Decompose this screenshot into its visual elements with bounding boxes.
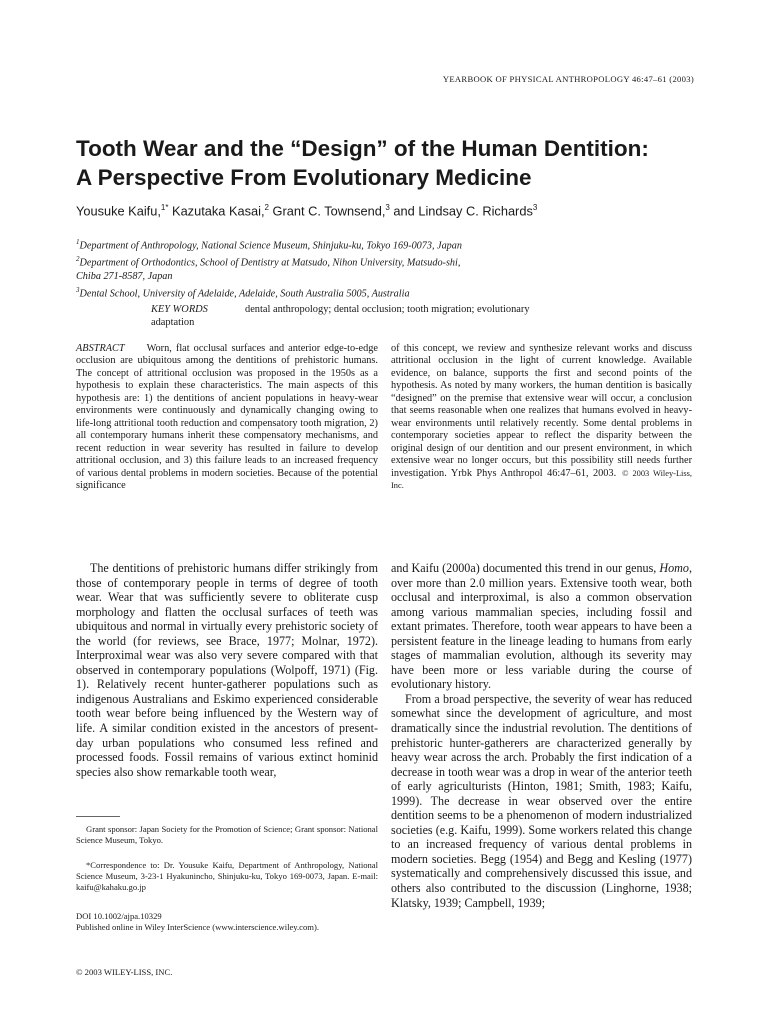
footnote-rule	[76, 816, 120, 817]
abstract-left-column	[76, 343, 378, 492]
abstract-text: Worn, flat occlusal surfaces and anterior edge-to-edge occlusion are ubiquitous among the dentitions of prehistoric humans. The concept of attritional occlusion was proposed in the 1950s as a hypothesis to explain these characteristics. The main aspects of this hypothesis are: 1) the dentitions of ancient populations in heavy-wear environments were continuously and dynamically changing owing to life-long attritional tooth reduction and compensatory tooth migration, 2) all contemporary humans inherit these compensatory mechanisms, and recent reduction in wear severity has resulted in failure to develop attritional occlusion, and 3) this failure leads to an increased frequency of various dental problems in modern societies. Because of the potential significance	[76, 343, 378, 491]
body-paragraph: From a broad perspective, the severity of wear has reduced somewhat since the development of agriculture, and most dramatically since the industrial revolution. The dentitions of prehistoric hunter-gatherers are characterized generally by heavy wear across the arch. Probably the first indication of a decrease in tooth wear was a drop in wear of the anterior teeth of early agriculturists (Hinton, 1981; Smith, 1983; Kaifu, 1999). The decrease in wear observed over the entire dentition seems to be a phenomenon of modern industrialized societies (e.g. Kaifu, 1999). Some workers related this change to an increased frequency of various dental problems in modern societies. Begg (1954) and Begg and Kesling (1977) systematically and comprehensively discussed this issue, and others also contributed to the discussion (Linghorne, 1938; Klatsky, 1939; Campbell, 1939;	[391, 691, 692, 910]
author-name: Grant C. Townsend,	[272, 203, 386, 219]
footnote-correspondence: *Correspondence to: Dr. Yousuke Kaifu, Department of Anthropology, National Science Museum, 3-23-1 Hyakunincho, Shinjuku-ku, Tokyo 169-0073, Japan. E-mail: kaifu@kahaku.go.jp	[76, 860, 378, 893]
affiliations	[76, 236, 636, 301]
affiliation: $^2$Department of Orthodontics, School of Dentistry at Matsudo, Nihon University, Matsudo-shi,	[76, 255, 461, 269]
affiliation: $^3$Dental School, University of Adelaide, Adelaide, South Australia 5005, Australia	[76, 285, 410, 299]
author-name: Yousuke Kaifu,	[76, 203, 161, 219]
body-paragraph: The dentitions of prehistoric humans differ strikingly from those of contemporary people in terms of degree of tooth wear. Wear that was sufficiently severe to obliterate cusp morphology and flatten the occlusal surfaces of teeth was ubiquitous and normal in virtually every prehistoric society of the world (for reviews, see Brace, 1977; Molnar, 1972). Interproximal wear was also very severe compared with that observed in contemporary populations (Wolpoff, 1971) (Fig. 1). Relatively recent hunter-gatherer populations such as indigenous Australians and Eskimo experienced considerable tooth wear before being influenced by the Western way of life. A similar condition existed in the ancestors of present-day urban populations who consumed less refined and processed foods. Fossil remains of various extinct hominid species also show remarkable tooth wear,	[76, 561, 378, 779]
author-name: Kazutaka Kasai,	[172, 203, 265, 219]
title-line-1: Tooth Wear and the “Design” of the Human Dentition:	[76, 136, 649, 161]
author-name: and Lindsay C. Richards	[393, 203, 533, 219]
keywords	[151, 304, 621, 330]
footnote-publication	[76, 911, 378, 933]
keywords-line-2: adaptation	[151, 316, 195, 328]
author-affil-mark: 3	[385, 203, 390, 212]
keywords-line-1: dental anthropology; dental occlusion; tooth migration; evolutionary	[245, 304, 530, 315]
body-left-column	[76, 561, 378, 779]
doi: DOI 10.1002/ajpa.10329	[76, 911, 162, 921]
author-affil-mark: 3	[532, 203, 538, 212]
affiliation: $^1$Department of Anthropology, National Science Museum, Shinjuku-ku, Tokyo 169-0073, Japan	[76, 238, 462, 252]
paper-title	[76, 134, 716, 192]
keywords-label: KEY WORDS	[151, 304, 208, 315]
author-list	[76, 203, 537, 218]
abstract-right-column	[391, 343, 692, 492]
abstract-label: ABSTRACT	[76, 343, 125, 354]
abstract-text: of this concept, we review and synthesize relevant works and discuss attritional occlusion in the light of current knowledge. Available evidence, on balance, supports the first and second points of the hypothesis. As noted by many workers, the human dentition is basically “designed” on the premise that extensive wear will occur, a conclusion that seems reasonable when one realizes that humans evolved in heavy-wear environments until relatively recently. Some dental problems in contemporary societies appear to reflect the disparity between the original design of our dentition and our present environment, in which extensive wear no longer occurs, but this possibility still needs further investigation. Yrbk Phys Anthropol 46:47–61, 2003.	[391, 343, 692, 479]
author-affil-mark: 1*	[160, 203, 169, 212]
footnote-grant: Grant sponsor: Japan Society for the Promotion of Science; Grant sponsor: National Science Museum, Tokyo.	[76, 824, 378, 846]
genus-name: Homo	[659, 561, 689, 575]
abstract-copyright: © 2003 Wiley-Liss, Inc.	[391, 468, 692, 490]
body-right-column	[391, 561, 692, 910]
author-affil-mark: 2	[264, 203, 269, 212]
published-online: Published online in Wiley InterScience (www.interscience.wiley.com).	[76, 922, 319, 933]
title-line-2: A Perspective From Evolutionary Medicine	[76, 165, 532, 190]
copyright: © 2003 WILEY-LISS, INC.	[76, 967, 173, 977]
journal-header: YEARBOOK OF PHYSICAL ANTHROPOLOGY 46:47–61 (2003)	[442, 74, 694, 84]
affiliation: Chiba 271-8587, Japan	[76, 270, 173, 282]
body-paragraph: and Kaifu (2000a) documented this trend in our genus, Homo, over more than 2.0 million years. Extensive tooth wear, both occlusal and interproximal, is also a common observation among various mammalian species, including fossil and extant primates. Therefore, tooth wear appears to have been a persistent feature in the lineage leading to humans from early stages of mammalian evolution, although its severity may have been more or less variable during the course of evolutionary history.	[391, 561, 692, 692]
